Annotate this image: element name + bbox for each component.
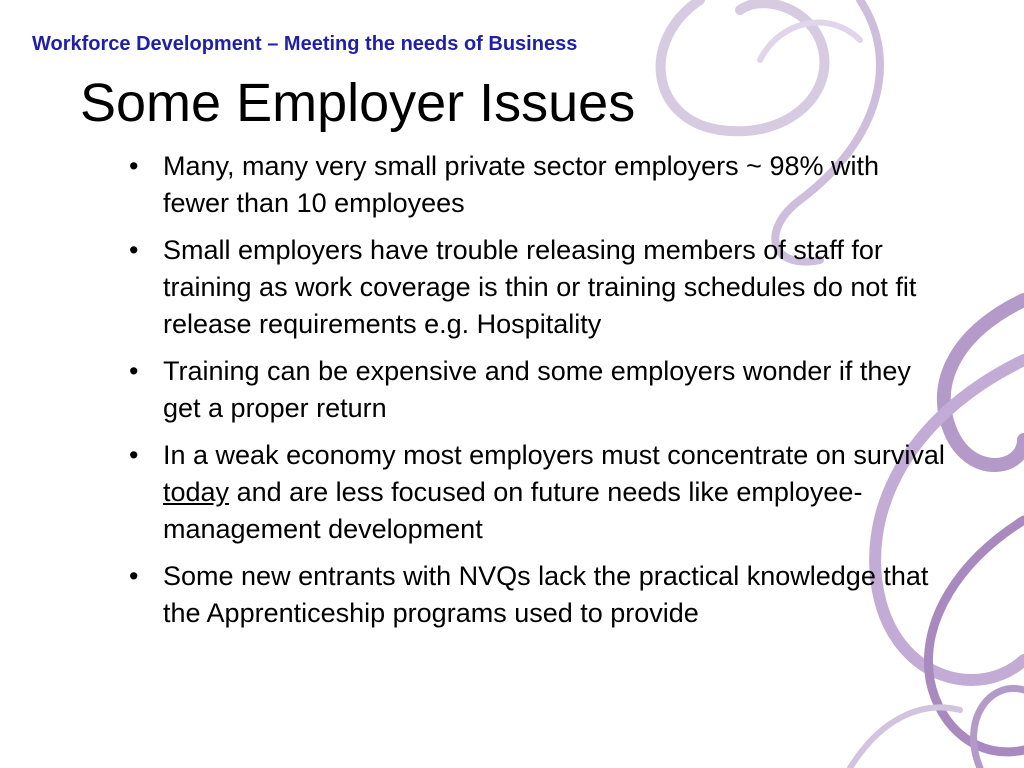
bullet-list <box>129 148 949 642</box>
bullet-text: Small employers have trouble releasing members of staff for training as work coverage is thin or training schedules do not fit release requirements e.g. Hospitality <box>163 235 917 339</box>
bullet-icon: • <box>129 235 139 265</box>
bullet-text-end: and are less focused on future needs like employee-management development <box>163 477 863 544</box>
bullet-icon: • <box>129 356 139 386</box>
bullet-item <box>129 437 949 548</box>
bullet-text <box>163 440 945 544</box>
bullet-item <box>129 353 949 427</box>
bullet-icon: • <box>129 561 139 591</box>
slide-header: Workforce Development – Meeting the needs of Business <box>32 33 578 55</box>
bullet-icon: • <box>129 440 139 470</box>
bullet-text-start: In a weak economy most employers must concentrate on survival <box>163 440 945 470</box>
bullet-text: Many, many very small private sector employers ~ 98% with fewer than 10 employees <box>163 151 880 218</box>
bullet-item <box>129 148 949 222</box>
bullet-item <box>129 558 949 632</box>
slide-title: Some Employer Issues <box>80 73 636 133</box>
bullet-text: Some new entrants with NVQs lack the practical knowledge that the Apprenticeship programs used to provide <box>163 561 929 628</box>
bullet-item <box>129 232 949 343</box>
bullet-text: Training can be expensive and some employers wonder if they get a proper return <box>163 356 911 423</box>
bullet-icon: • <box>129 151 139 181</box>
underlined-word: today <box>163 477 230 507</box>
